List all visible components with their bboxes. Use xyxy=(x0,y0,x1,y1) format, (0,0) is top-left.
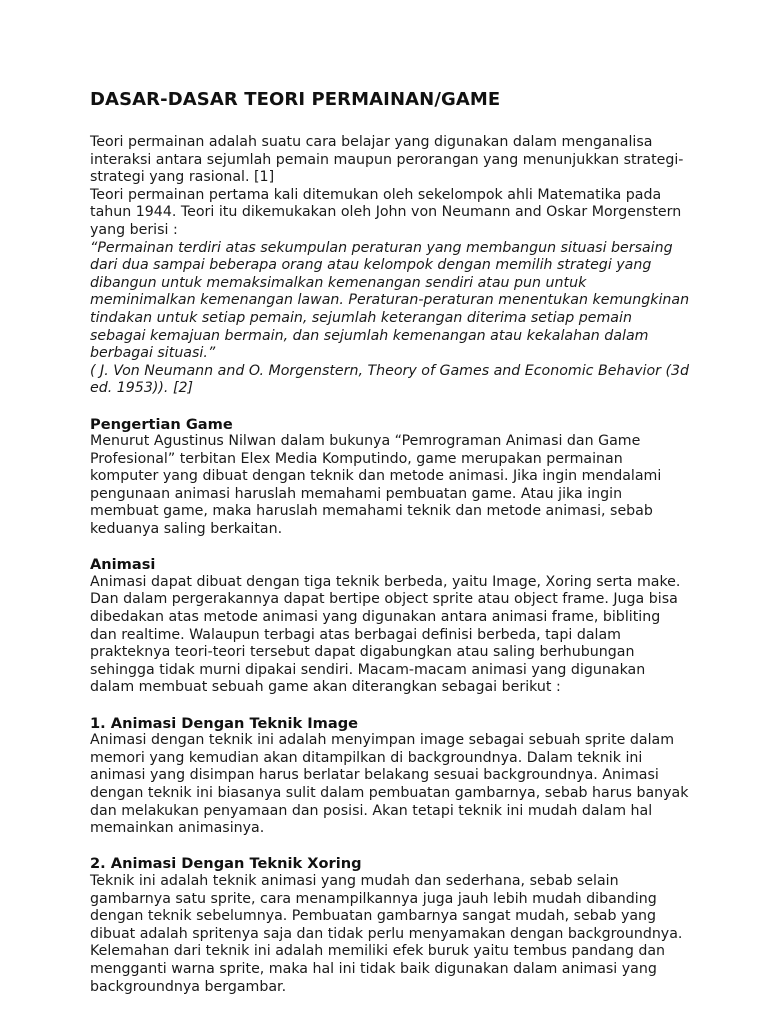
document-page xyxy=(90,88,690,996)
intro-paragraph-1: Teori permainan adalah suatu cara belajar yang digunakan dalam menganalisa interaksi antara sejumlah pemain maupun perorangan yang menunjukkan strategi-strategi yang rasional. [1] xyxy=(90,134,684,186)
pengertian-game-body: Menurut Agustinus Nilwan dalam bukunya “Pemrograman Animasi dan Game Profesional” terbitan Elex Media Komputindo, game merupakan permainan komputer yang dibuat dengan teknik dan metode animasi. Jika ingin mendalami pengunaan animasi haruslah memahami pembuatan game. Atau jika ingin membuat game, maka haruslah memahami teknik dan metode animasi, sebab keduanya saling berkaitan. xyxy=(90,433,662,538)
quote-paragraph: “Permainan terdiri atas sekumpulan peraturan yang membangun situasi bersaing dari dua sampai beberapa orang atau kelompok dengan memilih strategi yang dibangun untuk memaksimalkan kemenangan sendiri atau pun untuk meminimalkan kemenangan lawan. Peraturan-peraturan menentukan kemungkinan tindakan untuk setiap pemain, sejumlah keterangan diterima setiap pemain sebagai kemajuan bermain, dan sejumlah kemenangan atau kekalahan dalam berbagai situasi.” xyxy=(90,239,690,362)
animasi-body: Animasi dapat dibuat dengan tiga teknik berbeda, yaitu Image, Xoring serta make. Dan dalam pergerakannya dapat bertipe object sprite atau object frame. Juga bisa dibedakan atas metode animasi yang digunakan antara animasi frame, bibliting dan realtime. Walaupun terbagi atas berbagai definisi berbeda, tapi dalam prakteknya teori-teori tersebut dapat digabungkan atau saling berhubungan sehingga tidak murni dipakai sendiri. Macam-macam animasi yang digunakan dalam membuat sebuah game akan diterangkan sebagai berikut : xyxy=(90,573,681,696)
intro-paragraph-2: Teori permainan pertama kali ditemukan oleh sekelompok ahli Matematika pada tahun 1944. Teori itu dikemukakan oleh John von Neumann and Oskar Morgenstern yang berisi : xyxy=(90,186,682,238)
teknik-image-body: Animasi dengan teknik ini adalah menyimpan image sebagai sebuah sprite dalam memori yang kemudian akan ditampilkan di backgroundnya. Dalam teknik ini animasi yang disimpan harus berlatar belakang sesuai backgroundnya. Animasi dengan teknik ini biasanya sulit dalam pembuatan gambarnya, sebab harus banyak dan melakukan penyamaan dan posisi. Akan tetapi teknik ini mudah dalam hal memainkan animasinya. xyxy=(90,732,689,837)
document-title: DASAR-DASAR TEORI PERMAINAN/GAME xyxy=(90,89,501,110)
quote-citation: ( J. Von Neumann and O. Morgenstern, Theory of Games and Economic Behavior (3d ed. 1953)). [2] xyxy=(90,362,690,397)
heading-animasi: Animasi xyxy=(90,556,156,574)
heading-pengertian-game: Pengertian Game xyxy=(90,415,233,433)
spacer xyxy=(90,539,690,557)
heading-teknik-xoring: 2. Animasi Dengan Teknik Xoring xyxy=(90,855,362,873)
spacer xyxy=(90,697,690,715)
spacer xyxy=(90,838,690,856)
heading-teknik-image: 1. Animasi Dengan Teknik Image xyxy=(90,714,359,732)
teknik-xoring-body-2: Kelemahan dari teknik ini adalah memiliki efek buruk yaitu tembus pandang dan mengganti warna sprite, maka hal ini tidak baik digunakan dalam animasi yang backgroundnya bergambar. xyxy=(90,943,666,995)
spacer xyxy=(90,398,690,416)
teknik-xoring-body-1: Teknik ini adalah teknik animasi yang mudah dan sederhana, sebab selain gambarnya satu sprite, cara menampilkannya juga jauh lebih mudah dibanding dengan teknik sebelumnya. Pembuatan gambarnya sangat mudah, sebab yang dibuat adalah spritenya saja dan tidak perlu menyamakan dengan backgroundnya. xyxy=(90,872,683,942)
